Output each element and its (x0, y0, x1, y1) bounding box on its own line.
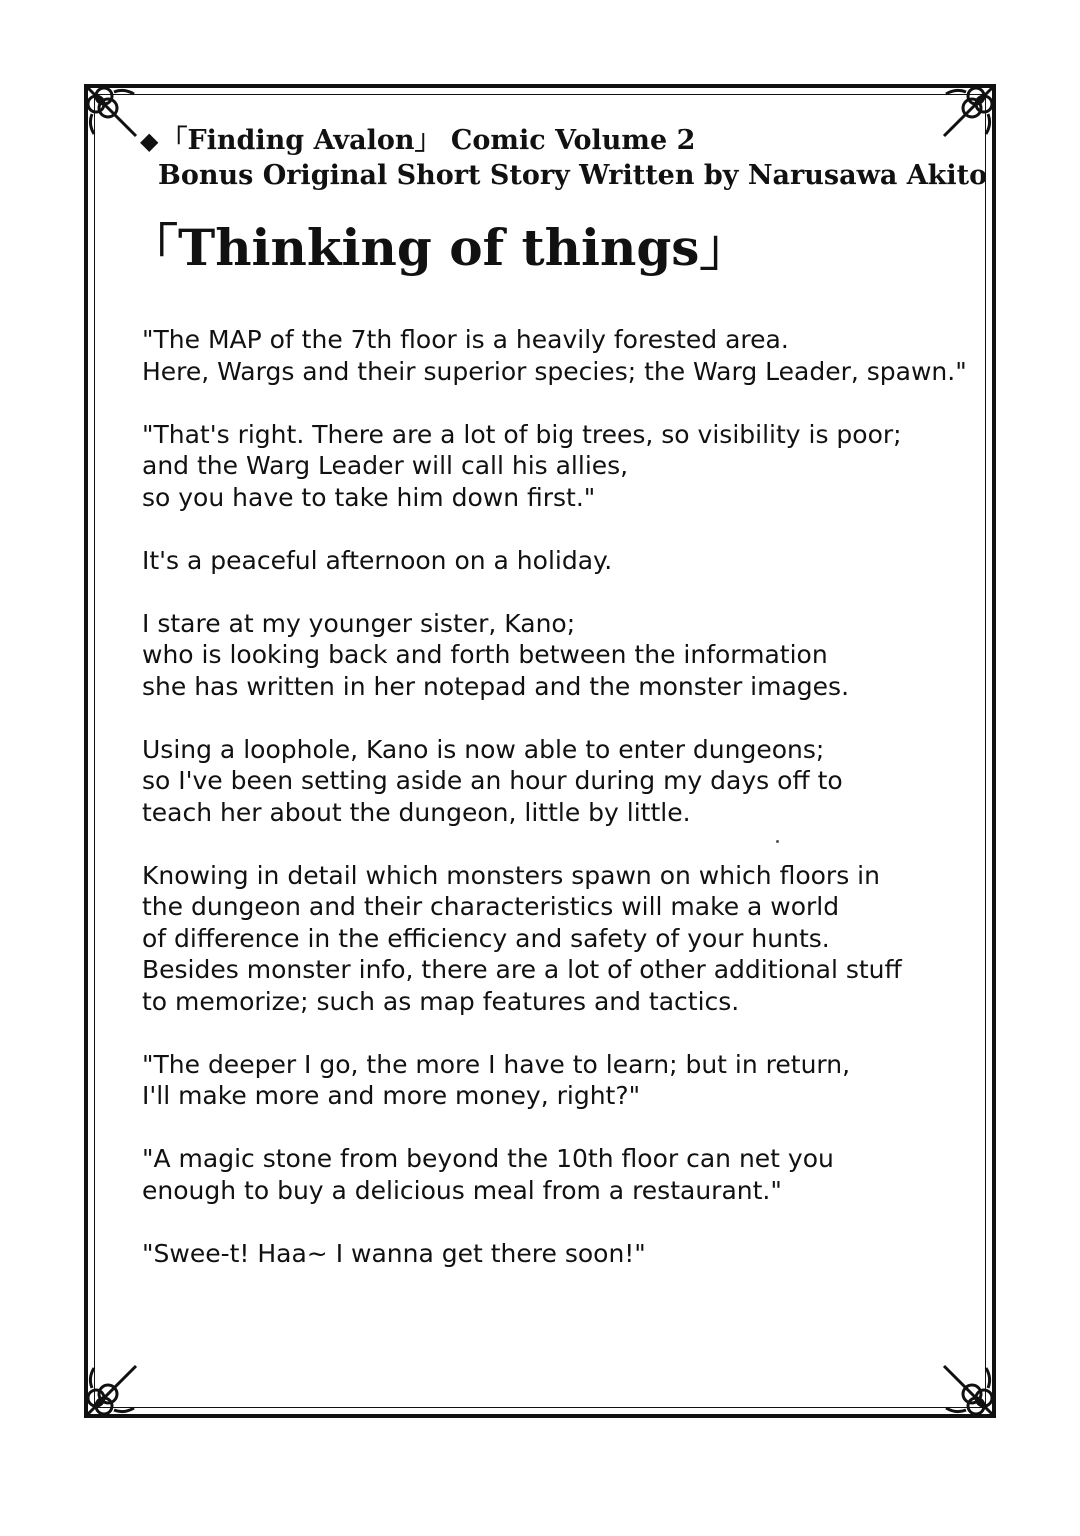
story-line: to memorize; such as map features and tactics. (142, 986, 740, 1016)
story-line: Using a loophole, Kano is now able to enter dungeons; (142, 734, 825, 764)
header-volume-line (140, 118, 695, 157)
story-line: Here, Wargs and their superior species; the Warg Leader, spawn." (142, 356, 967, 386)
story-line: "Swee-t! Haa~ I wanna get there soon!" (142, 1238, 646, 1268)
story-line: so you have to take him down first." (142, 482, 596, 512)
corner-ornament-icon (940, 1362, 996, 1418)
story-line: I'll make more and more money, right?" (142, 1081, 641, 1110)
diamond-icon: ◆ (140, 126, 159, 155)
story-body (142, 324, 967, 1301)
corner-ornament-icon (940, 84, 996, 140)
story-line: teach her about the dungeon, little by little. (142, 797, 691, 827)
header-author-line: Bonus Original Short Story Written by Narusawa Akito (158, 160, 988, 191)
story-title: 「Thinking of things」 (128, 218, 750, 277)
story-paragraph (142, 734, 942, 829)
story-line: who is looking back and forth between the information (142, 640, 828, 669)
story-line: "A magic stone from beyond the 10th floor can net you (142, 1144, 834, 1173)
stray-mark (776, 840, 779, 843)
story-line: "That's right. There are a lot of big trees, so visibility is poor; (142, 419, 902, 449)
story-line: It's a peaceful afternoon on a holiday. (142, 545, 613, 575)
story-line: Knowing in detail which monsters spawn on which floors in (142, 860, 880, 890)
story-paragraph (142, 545, 942, 577)
story-paragraph (142, 324, 967, 387)
story-line: "The MAP of the 7th floor is a heavily forested area. (142, 325, 789, 354)
story-line: I stare at my younger sister, Kano; (142, 608, 576, 638)
story-paragraph (142, 1143, 942, 1206)
story-paragraph (142, 1049, 942, 1112)
header-volume-text: 「Finding Avalon」 Comic Volume 2 (160, 125, 696, 156)
story-line: Besides monster info, there are a lot of other additional stuff (142, 955, 902, 984)
corner-ornament-icon (84, 1362, 140, 1418)
story-paragraph (142, 608, 942, 703)
story-paragraph (142, 419, 942, 514)
story-line: she has written in her notepad and the monster images. (142, 671, 850, 701)
story-line: of difference in the efficiency and safety of your hunts. (142, 923, 830, 953)
story-paragraph (142, 1238, 942, 1270)
story-paragraph (142, 860, 942, 1018)
story-line: enough to buy a delicious meal from a restaurant." (142, 1175, 782, 1205)
story-line: and the Warg Leader will call his allies, (142, 451, 629, 480)
story-line: "The deeper I go, the more I have to learn; but in return, (142, 1049, 851, 1079)
corner-ornament-icon (84, 84, 140, 140)
story-line: the dungeon and their characteristics will make a world (142, 892, 840, 921)
story-line: so I've been setting aside an hour during my days off to (142, 766, 843, 795)
